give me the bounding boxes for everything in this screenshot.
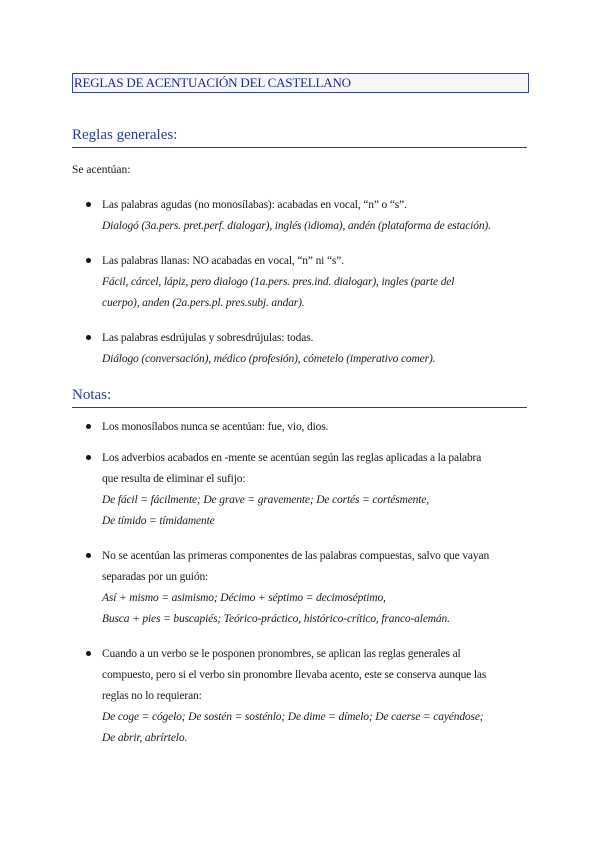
example-compuestas-1: Así + mismo = asimismo; Décimo + séptimo = decimoséptimo, (102, 592, 386, 604)
bullet-icon (86, 202, 91, 207)
section-heading-general: Reglas generales: (72, 126, 527, 148)
example-adverbios-2: De tímido = tímidamente (102, 515, 215, 527)
bullet-icon (86, 424, 91, 429)
example-esdrujulas: Diálogo (conversación), médico (profesión), cómetelo (imperativo comer). (102, 353, 436, 365)
example-llanas-1: Fácil, cárcel, lápiz, pero dialogo (1a.pers. pres.ind. dialogar), ingles (parte del (102, 276, 455, 288)
note-adverbios-2: que resulta de eliminar el sufijo: (102, 473, 246, 485)
note-pronombres-1: Cuando a un verbo se le posponen pronombres, se aplican las reglas generales al (102, 648, 461, 660)
rule-agudas: Las palabras agudas (no monosílabas): acabadas en vocal, “n” o “s”. (102, 199, 407, 211)
example-agudas: Dialogó (3a.pers. pret.perf. dialogar), inglés (idioma), andén (plataforma de estación). (102, 220, 491, 232)
note-compuestas-2: separadas por un guión: (102, 571, 209, 583)
example-pronombres-1: De coge = cógelo; De sostén = sosténlo; De dime = dímelo; De caerse = cayéndose; (102, 711, 484, 723)
bullet-icon (86, 651, 91, 656)
example-pronombres-2: De abrir, abrírtelo. (102, 732, 188, 744)
example-compuestas-2: Busca + pies = buscapiés; Teórico-práctico, histórico-crítico, franco-alemán. (102, 613, 450, 625)
bullet-icon (86, 553, 91, 558)
intro-text: Se acentúan: (72, 164, 131, 176)
note-adverbios-1: Los adverbios acabados en -mente se acentúan según las reglas aplicadas a la palabra (102, 452, 482, 464)
note-pronombres-2: compuesto, pero si el verbo sin pronombre llevaba acento, este se conserva aunque las (102, 669, 487, 681)
note-pronombres-3: reglas no lo requieran: (102, 690, 202, 702)
bullet-icon (86, 335, 91, 340)
example-adverbios-1: De fácil = fácilmente; De grave = gravemente; De cortés = cortésmente, (102, 494, 429, 506)
bullet-icon (86, 258, 91, 263)
document-title: REGLAS DE ACENTUACIÓN DEL CASTELLANO (72, 73, 529, 93)
rule-esdrujulas: Las palabras esdrújulas y sobresdrújulas: todas. (102, 332, 314, 344)
section-heading-notes: Notas: (72, 386, 527, 408)
bullet-icon (86, 455, 91, 460)
example-llanas-2: cuerpo), anden (2a.pers.pl. pres.subj. andar). (102, 297, 305, 309)
note-monosilabos: Los monosílabos nunca se acentúan: fue, vio, dios. (102, 421, 329, 433)
note-compuestas-1: No se acentúan las primeras componentes de las palabras compuestas, salvo que vayan (102, 550, 490, 562)
rule-llanas: Las palabras llanas: NO acabadas en vocal, “n” ni “s”. (102, 255, 344, 267)
